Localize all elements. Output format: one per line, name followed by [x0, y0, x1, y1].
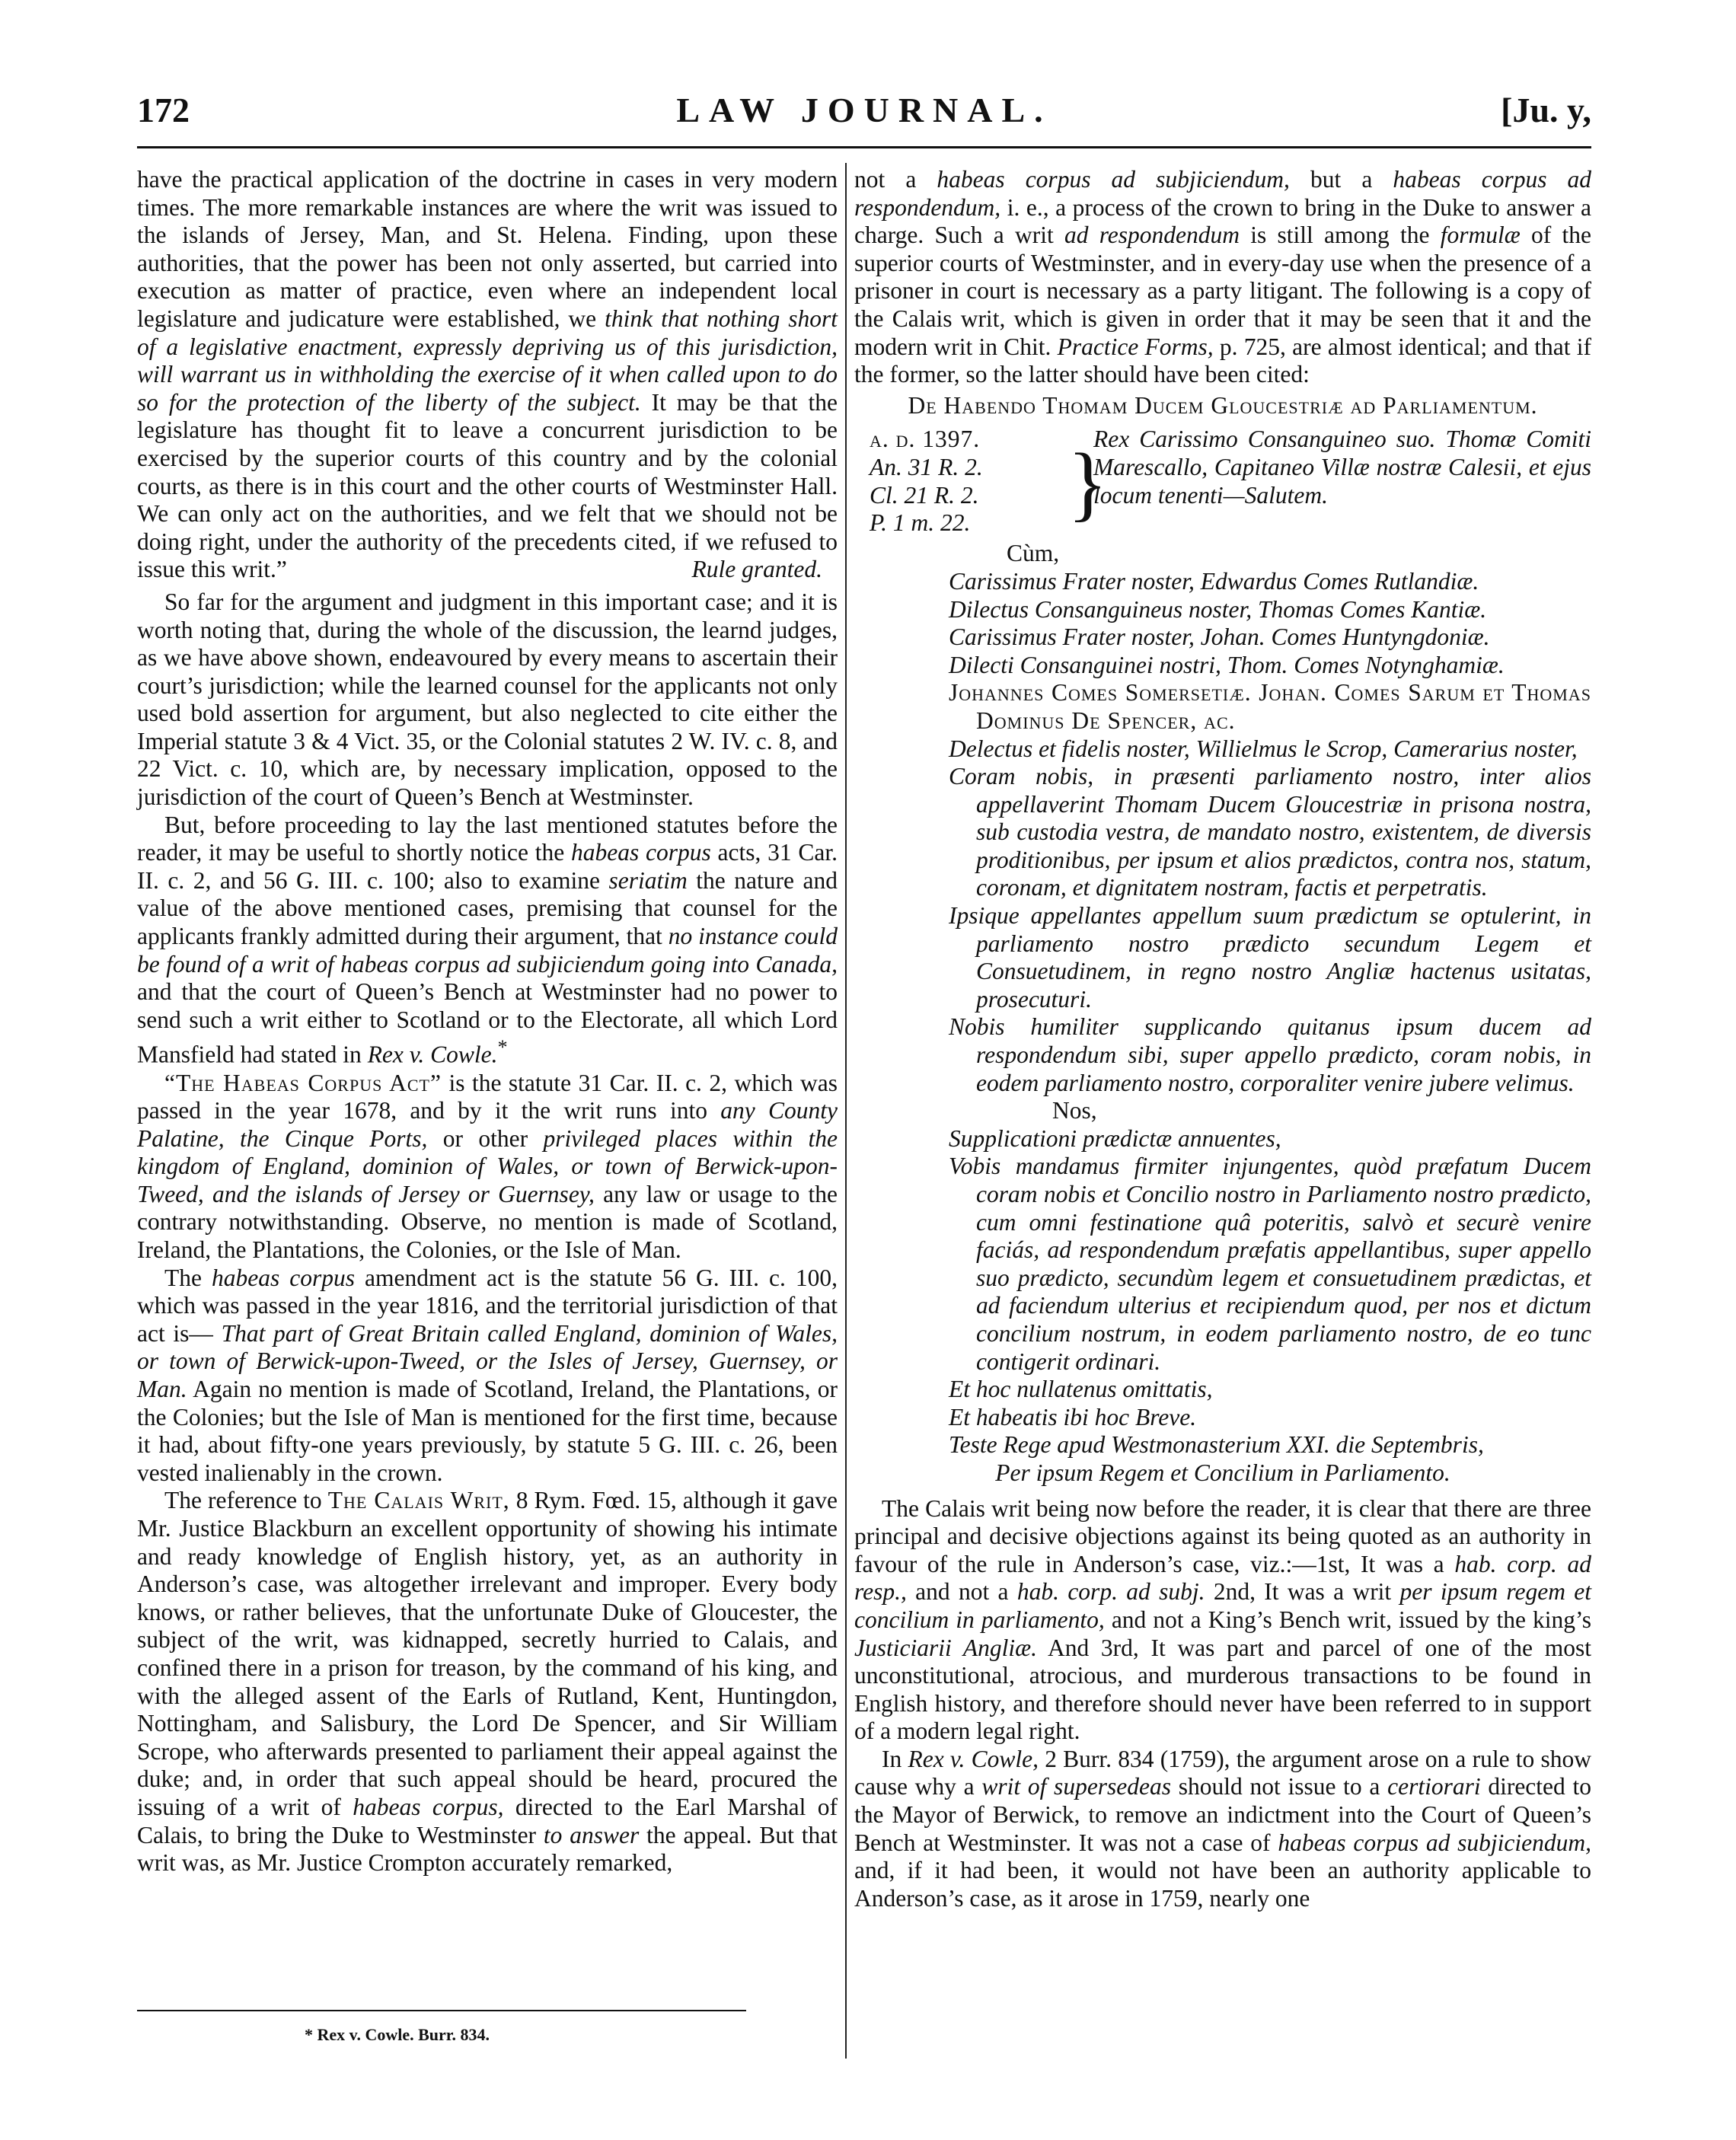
- column-divider: [845, 163, 847, 2059]
- paragraph: The habeas corpus amendment act is the statute 56 G. III. c. 100, which was passed in the year 1816, and the territorial jurisdiction of that act is— That part of Great Britain called England, dominion of Wales, or town of Berwick-upon-Tweed, or the Isles of Jersey, Guernsey, or Man. Again no mention is made of Scotland, Ireland, the Plantations, or the Colonies; but the Isle of Man is mentioned for the first time, because it had, about fifty-one years previously, by statute 5 G. III. c. 26, been vested inalienably in the crown.: [137, 1264, 838, 1486]
- right-column: [854, 166, 1591, 1912]
- writ-line: Ipsique appellantes appellum suum prædictum se optulerint, in parliamento nostro prædicto secundum Legem et Consuetudinem, in regno nostro Angliæ hactenus usitatas, prosecuturi.: [949, 902, 1591, 1013]
- paragraph: “The Habeas Corpus Act” is the statute 31 Car. II. c. 2, which was passed in the year 1678, and by it the writ runs into any County Palatine, the Cinque Ports, or other privileged places within the kingdom of England, dominion of Wales, or town of Berwick-upon-Tweed, and the islands of Jersey or Guernsey, any law or usage to the contrary notwithstanding. Observe, no mention is made of Scotland, Ireland, the Plantations, the Colonies, or the Isle of Man.: [137, 1069, 838, 1264]
- writ-line: Et habeatis ibi hoc Breve.: [949, 1403, 1197, 1430]
- paragraph: The Calais writ being now before the reader, it is clear that there are three principal and decisive objections against its being quoted as an authority in favour of the rule in Anderson’s case, viz.:—1st, It was a hab. corp. ad resp., and not a hab. corp. ad subj. 2nd, It was a writ per ipsum regem et concilium in parliamento, and not a King’s Bench writ, issued by the king’s Justiciarii Angliæ. And 3rd, It was part and parcel of one of the most unconstitutional, atrocious, and murderous transactions to be found in English history, and therefore should never have been referred to in support of a modern legal right.: [854, 1494, 1592, 1745]
- writ-closing: Per ipsum Regem et Concilium in Parliamento.: [995, 1459, 1450, 1486]
- writ-heading: [854, 426, 1591, 540]
- writ-line: Teste Rege apud Westmonasterium XXI. die Septembris,: [949, 1431, 1484, 1459]
- writ-line: Johannes Comes Somersetiæ. Johan. Comes Sarum et Thomas Dominus De Spencer, ac.: [949, 679, 1591, 734]
- journal-title: LAW JOURNAL.: [676, 91, 1052, 129]
- left-column: [137, 166, 838, 1877]
- paragraph: The reference to The Calais Writ, 8 Rym. Fœd. 15, although it gave Mr. Justice Blackburn an excellent opportunity of showing his intimate and ready knowledge of English history, yet, as an authority in Anderson’s case, was altogether irrelevant and improper. Every body knows, or rather believes, that the unfortunate Duke of Gloucester, the subject of the writ, was kidnapped, secretly hurried to Calais, and confined there in a prison for treason, by the command of his king, and with the alleged assent of the Earls of Rutland, Kent, Huntingdon, Nottingham, and Salisbury, the Lord De Spencer, and Sir William Scrope, who afterwards presented to parliament their appeal against the duke; and, in order that such appeal should be heard, procured the issuing of a writ of habeas corpus, directed to the Earl Marshal of Calais, to bring the Duke to Westminster to answer the appeal. But that writ was, as Mr. Justice Crompton accurately remarked,: [137, 1487, 838, 1877]
- rule-granted: Rule granted.: [691, 556, 822, 583]
- issue-month: [Ju. y,: [1501, 91, 1591, 129]
- writ-line: Carissimus Frater noster, Johan. Comes Huntyngdoniæ.: [949, 624, 1490, 651]
- writ-nos: Nos,: [1052, 1097, 1097, 1124]
- paragraph: So far for the argument and judgment in this important case; and it is worth noting that, during the whole of the discussion, the learnd judges, as we have above shown, endeavoured by every means to ascertain their court’s jurisdiction; while the learned counsel for the applicants not only used bold assertion for argument, but also neglected to cite either the Imperial statute 3 & 4 Vict. 35, or the Colonial statutes 2 W. IV. c. 8, and 22 Vict. c. 10, which are, by necessary implication, opposed to the jurisdiction of the court of Queen’s Bench at Westminster.: [137, 588, 838, 811]
- header-rule: [137, 146, 1591, 148]
- page-number: 172: [137, 91, 190, 129]
- writ-cum: Cùm,: [1007, 540, 1060, 567]
- paragraph: In Rex v. Cowle, 2 Burr. 834 (1759), the argument arose on a rule to show cause why a writ of supersedeas should not issue to a certiorari directed to the Mayor of Berwick, to remove an indictment into the Court of Queen’s Bench at Westminster. It was not a case of habeas corpus ad subjiciendum, and, if it had been, it would not have been an authority applicable to Anderson’s case, as it arose in 1759, nearly one: [854, 1745, 1592, 1912]
- writ-line: Carissimus Frater noster, Edwardus Comes Rutlandiæ.: [949, 567, 1479, 595]
- footnote-rule: [137, 2010, 746, 2011]
- footnote: * Rex v. Cowle. Burr. 834.: [305, 2025, 490, 2044]
- paragraph: But, before proceeding to lay the last mentioned statutes before the reader, it may be useful to shortly notice the habeas corpus acts, 31 Car. II. c. 2, and 56 G. III. c. 100; also to examine seriatim the nature and value of the above mentioned cases, premising that counsel for the applicants frankly admitted during their argument, that no instance could be found of a writ of habeas corpus ad subjiciendum going into Canada, and that the court of Queen’s Bench at Westminster had no power to send such a writ either to Scotland or to the Electorate, all which Lord Mansfield had stated in Rex v. Cowle.*: [137, 811, 838, 1068]
- writ-line: Coram nobis, in præsenti parliamento nostro, inter alios appellaverint Thomam Ducem Gloucestriæ in prisona nostra, sub custodia vestra, de mandato nostro, existentem, de diversis proditionibus, per ipsum et alios prædictos, contra nos, statum, coronam, et dignitatem nostram, factis et perpetratis.: [949, 763, 1591, 901]
- writ-line: Vobis mandamus firmiter injungentes, quòd præfatum Ducem coram nobis et Concilio nostro in Parliamento nostro prædicto, cum omni festinatione quâ poteritis, salvò et securè venire faciás, ad respondendum præfatis appellantibus, super appello suo prædicto, secundùm legem et consuetudinem prædictas, et ad faciendum ulterius et recipiendum quod, per nos et dictum concilium nostrum, in eodem parliamento nostro, de eo tunc contigerit ordinari.: [949, 1153, 1591, 1375]
- writ-references: a. d. 1397. An. 31 R. 2. Cl. 21 R. 2. P. 1 m. 22.: [870, 426, 983, 537]
- writ-line: Dilectus Consanguineus noster, Thomas Comes Kantiæ.: [949, 595, 1487, 623]
- writ-line: Et hoc nullatenus omittatis,: [949, 1376, 1213, 1403]
- writ-title: De Habendo Thomam Ducem Gloucestriæ ad Parliamentum.: [908, 391, 1538, 419]
- writ-line: Delectus et fidelis noster, Willielmus le Scrop, Camerarius noster,: [949, 735, 1578, 762]
- writ-address: Rex Carissimo Consanguineo suo. Thomæ Comiti Marescallo, Capitaneo Villæ nostræ Calesii, et ejus locum tenenti—Salutem.: [1093, 426, 1591, 509]
- brace: }: [1067, 436, 1108, 530]
- writ-line: Supplicationi prædictæ annuentes,: [949, 1124, 1281, 1152]
- page-header: [137, 90, 1591, 143]
- paragraph: not a habeas corpus ad subjiciendum, but a habeas corpus ad respondendum, i. e., a process of the crown to bring in the Duke to answer a charge. Such a writ ad respondendum is still among the formulæ of the superior courts of Westminster, and in every-day use when the presence of a prisoner in court is necessary as a party litigant. The following is a copy of the Calais writ, which is given in order that it may be seen that it and the modern writ in Chit. Practice Forms, p. 725, are almost identical; and that if the former, so the latter should have been cited:: [854, 166, 1592, 388]
- writ-line: Dilecti Consanguinei nostri, Thom. Comes Notynghamiæ.: [949, 651, 1505, 678]
- paragraph: have the practical application of the doctrine in cases in very modern times. The more remarkable instances are where the writ was issued to the islands of Jersey, Man, and St. Helena. Finding, upon these authorities, that the power has been not only asserted, but carried into execution as matter of practice, even where an independent local legislature and judicature were established, we think that nothing short of a legislative enactment, expressly depriving us of this jurisdiction, will warrant us in withholding the exercise of it when called upon to do so for the protection of the liberty of the subject. It may be that the legislature has thought fit to leave a concurrent jurisdiction to be exercised by the superior courts of this country and by the colonial courts, as there is in this court and the other courts of Westminster Hall. We can only act on the authorities, and we felt that we should not be doing right, under the authority of the precedents cited, if we refused to issue this writ.” Rule granted.: [137, 166, 838, 583]
- writ-line: Nobis humiliter supplicando quitanus ipsum ducem ad respondendum sibi, super appello prædicto, coram nobis, in eodem parliamento nostro, corporaliter venire jubere velimus.: [949, 1013, 1591, 1096]
